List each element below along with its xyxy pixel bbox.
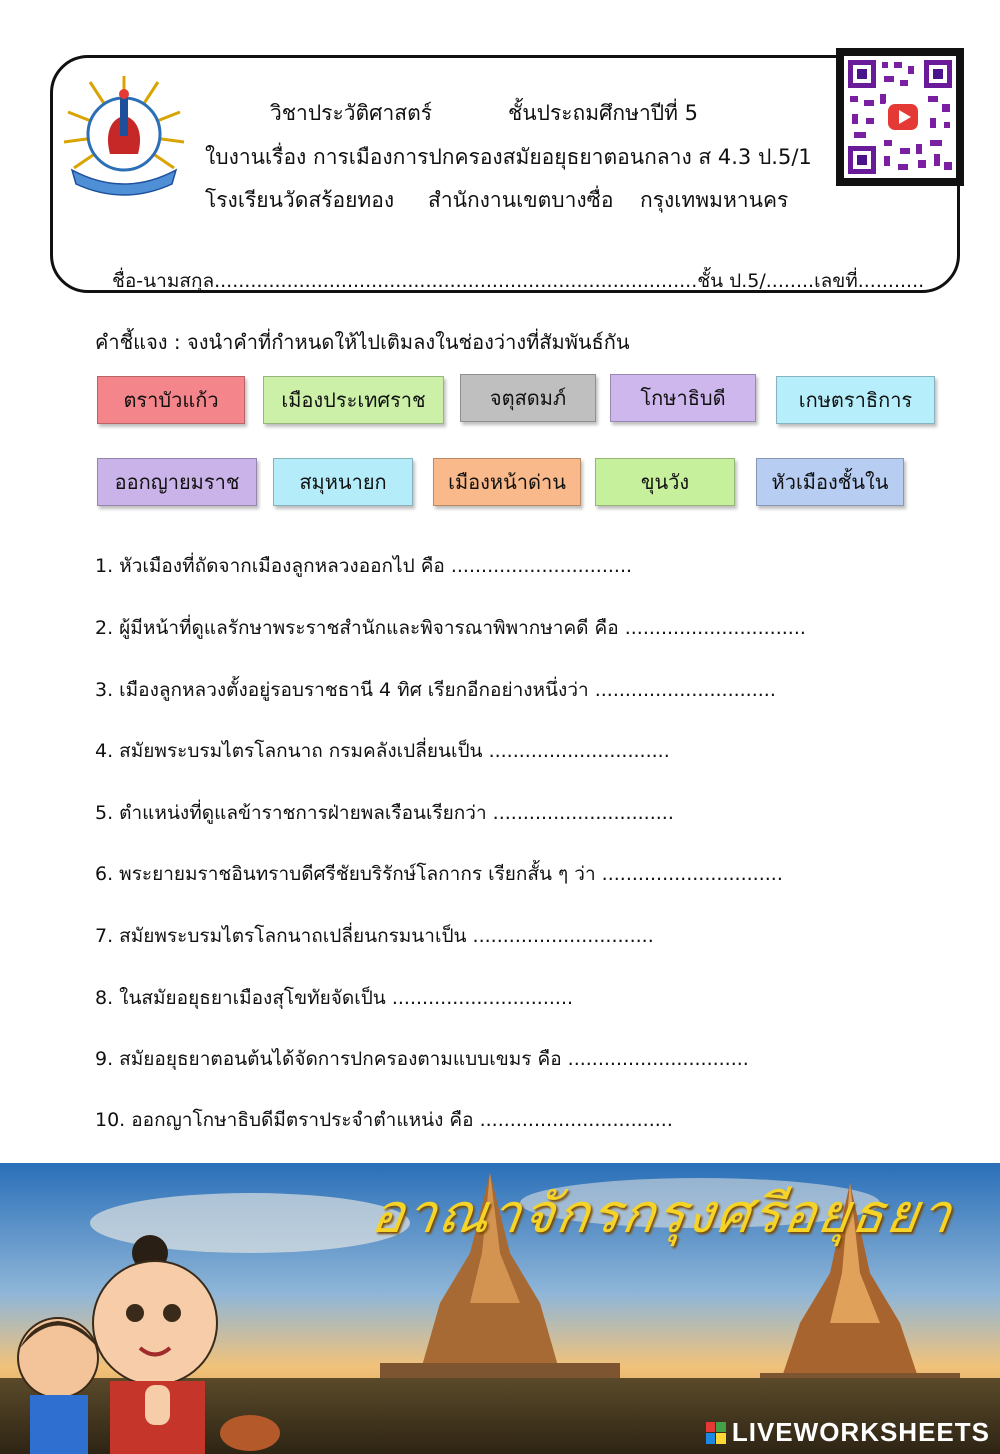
liveworksheets-watermark — [706, 1417, 990, 1448]
word-chip-kosathibodi[interactable]: โกษาธิบดี — [610, 374, 756, 422]
word-chip-mueang-prathetsarat[interactable]: เมืองประเทศราช — [263, 376, 444, 424]
question-5[interactable]: 5. ตำแหน่งที่ดูแลข้าราชการฝ่ายพลเรือนเรียกว่า .............................. — [95, 802, 674, 824]
question-1[interactable]: 1. หัวเมืองที่ถัดจากเมืองลูกหลวงออกไป คือ .............................. — [95, 555, 633, 577]
question-10[interactable]: 10. ออกญาโกษาธิบดีมีตราประจำตำแหน่ง คือ ................................ — [95, 1109, 673, 1131]
word-chip-hua-mueang-chan-nai[interactable]: หัวเมืองชั้นใน — [756, 458, 904, 506]
worksheet-title: ใบงานเรื่อง การเมืองการปกครองสมัยอยุธยาตอนกลาง ส 4.3 ป.5/1 — [205, 145, 812, 169]
grade-label: ชั้นประถมศึกษาปีที่ 5 — [508, 101, 698, 125]
question-7[interactable]: 7. สมัยพระบรมไตรโลกนาถเปลี่ยนกรมนาเป็น .............................. — [95, 925, 654, 947]
watermark-text: LIVEWORKSHEETS — [731, 1417, 990, 1447]
instruction-text: คำชี้แจง : จงนำคำที่กำหนดให้ไปเติมลงในช่องว่างที่สัมพันธ์กัน — [95, 330, 630, 354]
word-chip-khun-wang[interactable]: ขุนวัง — [595, 458, 735, 506]
city-name: กรุงเทพมหานคร — [640, 188, 789, 212]
word-chip-kaset-trathikan[interactable]: เกษตราธิการ — [776, 376, 935, 424]
question-8[interactable]: 8. ในสมัยอยุธยาเมืองสุโขทัยจัดเป็น .............................. — [95, 987, 574, 1009]
qr-code[interactable] — [836, 48, 964, 186]
word-chip-okya-yommarat[interactable]: ออกญายมราช — [97, 458, 257, 506]
word-chip-mueang-na-dan[interactable]: เมืองหน้าด่าน — [433, 458, 581, 506]
word-chip-samuhanayok[interactable]: สมุหนายก — [273, 458, 413, 506]
district-office: สำนักงานเขตบางซื่อ — [428, 188, 614, 212]
question-6[interactable]: 6. พระยายมราชอินทราบดีศรีชัยบริรักษ์โลกากร เรียกสั้น ๆ ว่า .............................. — [95, 863, 783, 885]
question-2[interactable]: 2. ผู้มีหน้าที่ดูแลรักษาพระราชสำนักและพิจารณาพิพากษาคดี คือ .............................. — [95, 617, 806, 639]
school-logo — [60, 72, 188, 202]
question-4[interactable]: 4. สมัยพระบรมไตรโลกนาถ กรมคลังเปลี่ยนเป็น .............................. — [95, 740, 670, 762]
word-chip-trabuakaew[interactable]: ตราบัวแก้ว — [97, 376, 245, 424]
school-name: โรงเรียนวัดสร้อยทอง — [205, 188, 395, 212]
liveworksheets-logo-icon — [706, 1422, 726, 1444]
word-chip-chatusadom[interactable]: จตุสดมภ์ — [460, 374, 596, 422]
question-3[interactable]: 3. เมืองลูกหลวงตั้งอยู่รอบราชธานี 4 ทิศ เรียกอีกอย่างหนึ่งว่า .............................. — [95, 679, 776, 701]
subject-label: วิชาประวัติศาสตร์ — [270, 101, 433, 125]
student-info-line[interactable]: ชื่อ-นามสกุล................................................................................ชั้น ป.5/........เลขที่........... — [112, 270, 925, 292]
banner-title: อาณาจักรกรุงศรีอยุธยา — [367, 1182, 958, 1245]
question-9[interactable]: 9. สมัยอยุธยาตอนต้นได้จัดการปกครองตามแบบเขมร คือ .............................. — [95, 1048, 749, 1070]
